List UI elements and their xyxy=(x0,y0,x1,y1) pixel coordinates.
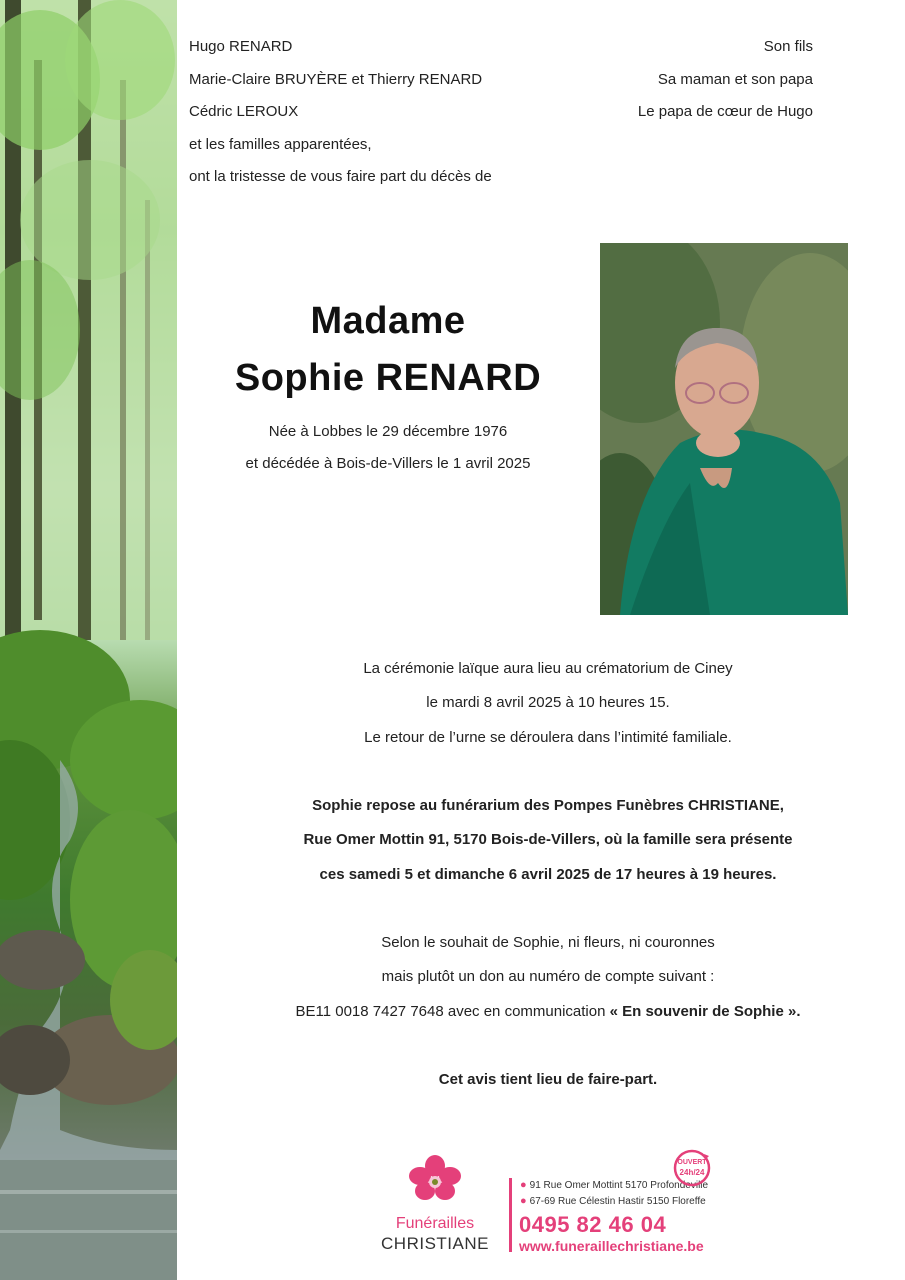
badge-line2: 24h/24 xyxy=(679,1168,705,1177)
closing-section xyxy=(180,1063,905,1097)
orchid-logo-icon xyxy=(408,1154,462,1204)
ceremony-section xyxy=(180,652,905,755)
ceremony-line: Le retour de l’urne se déroulera dans l’intimité familiale. xyxy=(364,728,732,746)
family-extended-text: et les familles apparentées, xyxy=(189,135,372,153)
deceased-portrait-photo xyxy=(600,243,848,615)
funerarium-line: ces samedi 5 et dimanche 6 avril 2025 de 17 heures à 19 heures. xyxy=(319,865,777,883)
location-pin-icon: ● xyxy=(520,1179,527,1191)
brand-name-line2: CHRISTIANE xyxy=(381,1234,489,1253)
brand-name xyxy=(380,1214,490,1254)
family-row xyxy=(189,69,813,102)
ceremony-line: le mardi 8 avril 2025 à 10 heures 15. xyxy=(426,694,670,712)
donation-line: Selon le souhait de Sophie, ni fleurs, ni couronnes xyxy=(381,934,715,951)
ceremony-line: La cérémonie laïque aura lieu au crématorium de Ciney xyxy=(363,660,733,677)
closing-note: Cet avis tient lieu de faire-part. xyxy=(438,1071,658,1088)
brand-name-line1: Funérailles xyxy=(395,1215,475,1232)
deceased-block xyxy=(180,296,596,480)
family-member-name: Cédric LEROUX xyxy=(189,103,299,121)
funerarium-section xyxy=(180,789,905,892)
donation-account-line xyxy=(180,995,905,1029)
funerarium-line: Sophie repose au funérarium des Pompes Funèbres CHRISTIANE, xyxy=(312,797,784,814)
footer-divider xyxy=(509,1178,512,1252)
open-24h-badge xyxy=(672,1148,712,1188)
donation-section xyxy=(180,926,905,1029)
family-row xyxy=(189,134,813,167)
family-member-relation: Sa maman et son papa xyxy=(657,70,813,88)
website-link[interactable]: www.funeraillechristiane.be xyxy=(519,1238,704,1254)
funeral-home-footer xyxy=(380,1148,720,1258)
family-member-relation: Le papa de cœur de Hugo xyxy=(637,103,813,121)
funerarium-line: Rue Omer Mottin 91, 5170 Bois-de-Villers, où la famille sera présente xyxy=(303,831,793,849)
address-line xyxy=(520,1194,706,1209)
donation-line: mais plutôt un don au numéro de compte suivant : xyxy=(381,968,715,986)
death-date: et décédée à Bois-de-Villers le 1 avril 2025 xyxy=(245,455,531,472)
announcement-intro: ont la tristesse de vous faire part du décès de xyxy=(189,168,492,186)
address-text: 91 Rue Omer Mottint 5170 Profondeville xyxy=(529,1180,709,1191)
forest-banner-image xyxy=(0,0,177,1280)
address-text: 67-69 Rue Célestin Hastir 5150 Floreffe xyxy=(529,1196,706,1207)
donation-reference: « En souvenir de Sophie ». xyxy=(609,1002,801,1020)
family-row xyxy=(189,101,813,134)
family-row xyxy=(189,36,813,69)
family-list xyxy=(189,36,813,199)
family-member-name: Marie-Claire BRUYÈRE et Thierry RENARD xyxy=(189,70,483,88)
family-member-name: Hugo RENARD xyxy=(189,38,293,55)
bank-account-text: BE11 0018 7427 7648 avec en communication xyxy=(295,1002,610,1020)
location-pin-icon: ● xyxy=(520,1195,527,1207)
deceased-title: Madame xyxy=(310,300,466,342)
birth-date: Née à Lobbes le 29 décembre 1976 xyxy=(268,423,508,440)
badge-line1: OUVERT xyxy=(677,1159,707,1166)
deceased-name: Sophie RENARD xyxy=(234,357,542,399)
family-member-relation: Son fils xyxy=(763,38,813,55)
phone-number[interactable]: 0495 82 46 04 xyxy=(519,1212,667,1237)
family-row xyxy=(189,166,813,199)
